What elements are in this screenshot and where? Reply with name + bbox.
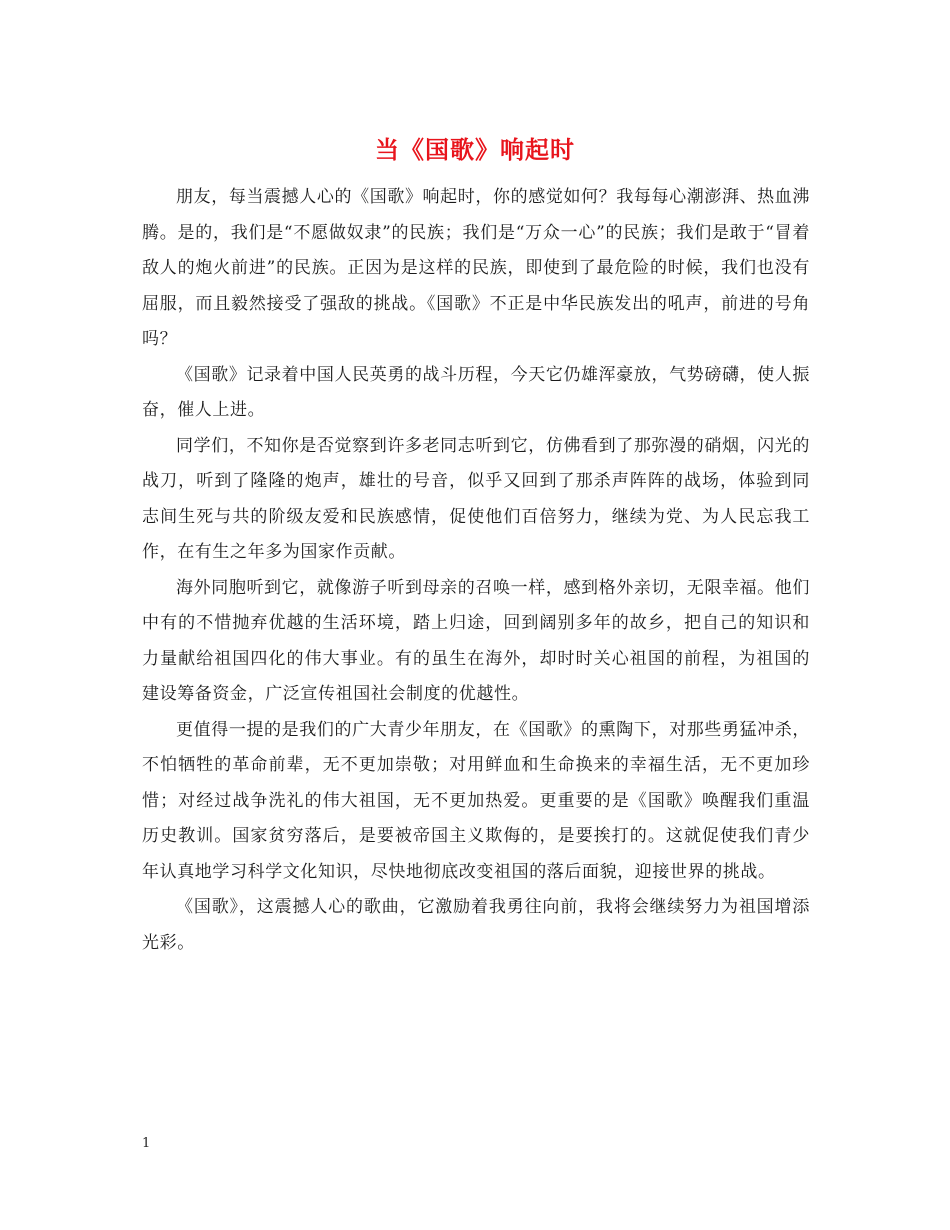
paragraph-5: 更值得一提的是我们的广大青少年朋友，在《国歌》的熏陶下，对那些勇猛冲杀，不怕牺牲的革命前辈，无不更加崇敬；对用鲜血和生命换来的幸福生活，无不更加珍惜；对经过战争洗礼的伟大祖国，无不更加热爱。更重要的是《国歌》唤醒我们重温历史教训。国家贫穷落后，是要被帝国主义欺侮的，是要挨打的。这就促使我们青少年认真地学习科学文化知识，尽快地彻底改变祖国的落后面貌，迎接世界的挑战。	[142, 719, 810, 882]
paragraph-1: 朋友，每当震撼人心的《国歌》响起时，你的感觉如何？我每每心潮澎湃、热血沸腾。是的，我们是“不愿做奴隶”的民族；我们是“万众一心”的民族；我们是敢于“冒着敌人的炮火前进”的民族。正因为是这样的民族，即使到了最危险的时候，我们也没有屈服，而且毅然接受了强敌的挑战。《国歌》不正是中华民族发出的吼声，前进的号角吗？	[142, 187, 810, 349]
document-title: 当《国歌》响起时	[375, 135, 575, 164]
document-body	[142, 180, 810, 961]
paragraph-3: 同学们，不知你是否觉察到许多老同志听到它，仿佛看到了那弥漫的硝烟，闪光的战刀，听到了隆隆的炮声，雄壮的号音，似乎又回到了那杀声阵阵的战场，体验到同志间生死与共的阶级友爱和民族感情，促使他们百倍努力，继续为党、为人民忘我工作，在有生之年多为国家作贡献。	[142, 435, 810, 562]
paragraph-4: 海外同胞听到它，就像游子听到母亲的召唤一样，感到格外亲切，无限幸福。他们中有的不惜抛弃优越的生活环境，踏上归途，回到阔别多年的故乡，把自己的知识和力量献给祖国四化的伟大事业。有的虽生在海外，却时时关心祖国的前程，为祖国的建设筹备资金，广泛宣传祖国社会制度的优越性。	[142, 577, 810, 704]
paragraph-6: 《国歌》，这震撼人心的歌曲，它激励着我勇往向前，我将会继续努力为祖国增添光彩。	[142, 897, 810, 953]
page-number: 1	[142, 1136, 151, 1151]
paragraph-2: 《国歌》记录着中国人民英勇的战斗历程，今天它仍雄浑豪放，气势磅礴，使人振奋，催人上进。	[142, 364, 810, 420]
